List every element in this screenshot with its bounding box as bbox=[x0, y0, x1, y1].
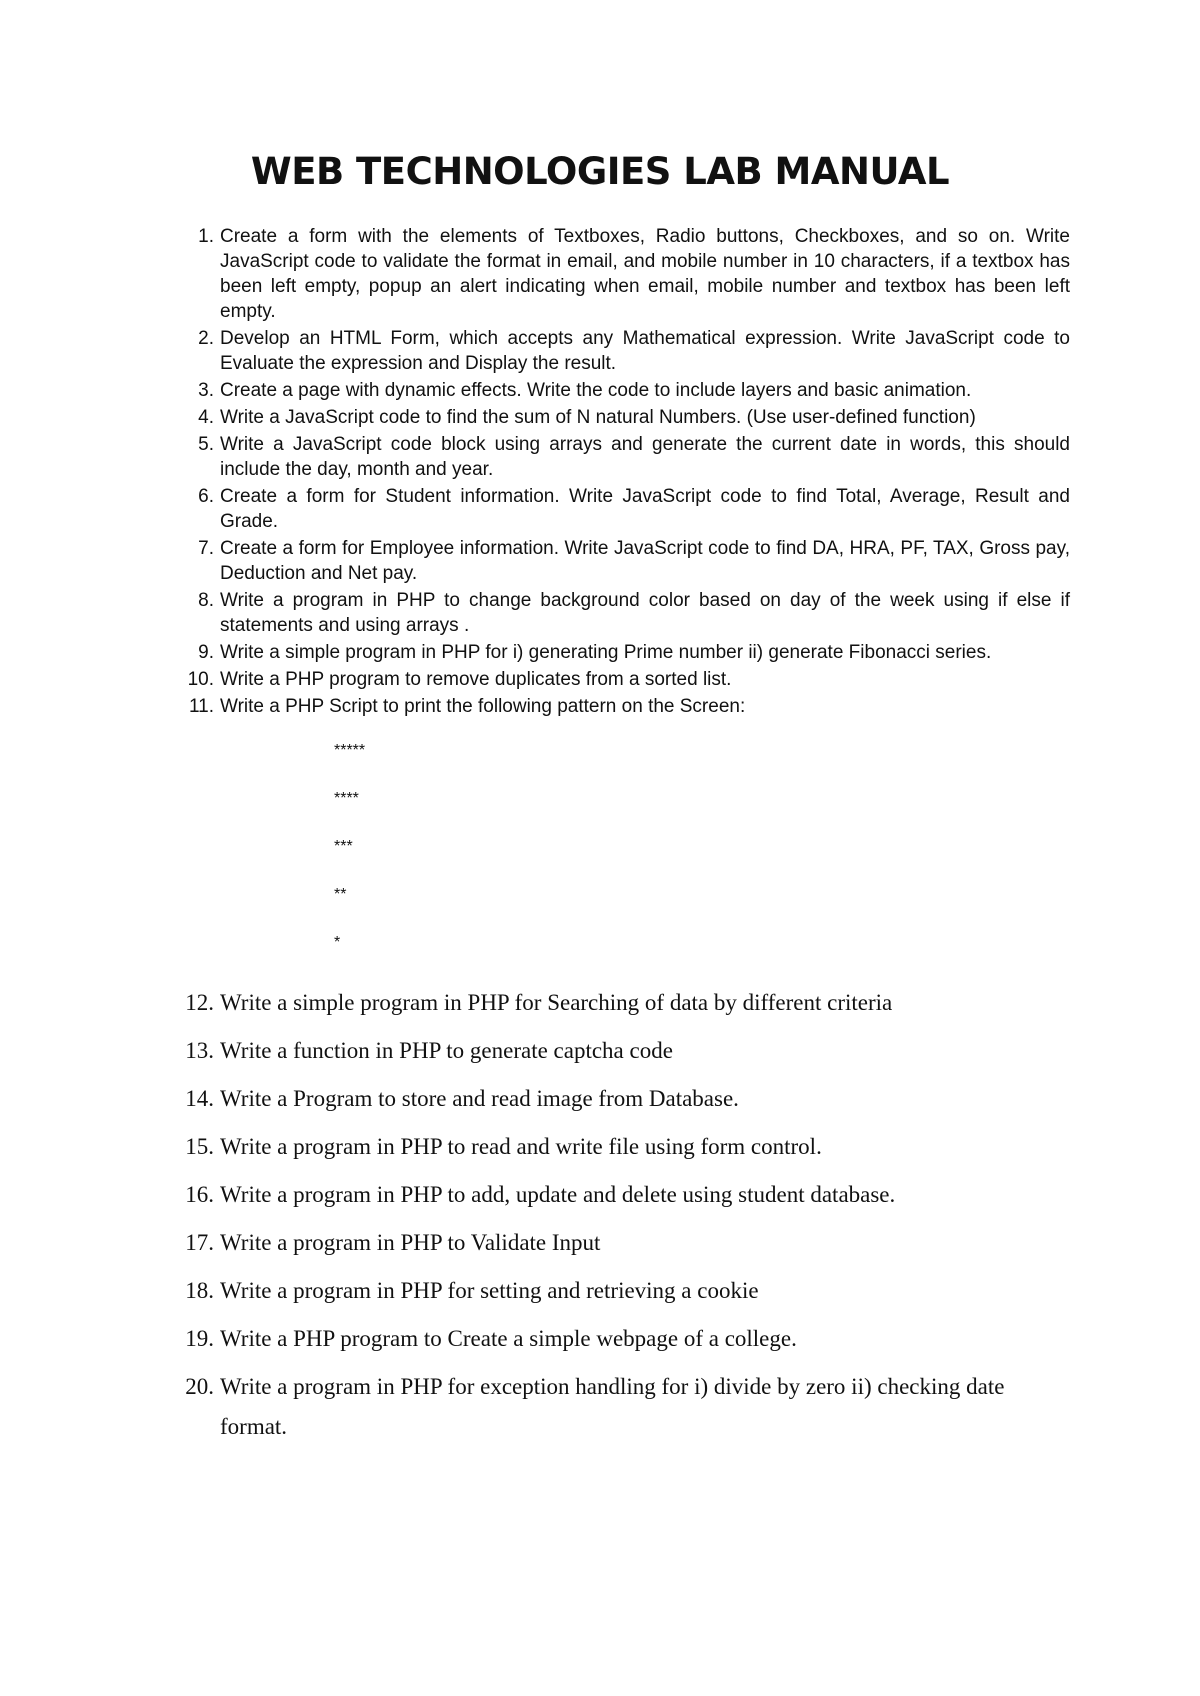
item-text: Write a program in PHP for exception handling for i) divide by zero ii) checking date format. bbox=[220, 1374, 1005, 1439]
star-pattern bbox=[334, 740, 365, 980]
item-number: 6. bbox=[198, 486, 214, 507]
list-item bbox=[174, 484, 1070, 534]
exercise-list-part2 bbox=[174, 983, 1070, 1447]
list-item bbox=[174, 536, 1070, 586]
pattern-row: ***** bbox=[334, 742, 366, 759]
item-text: Develop an HTML Form, which accepts any Mathematical expression. Write JavaScript code to Evaluate the expression and Display the result. bbox=[220, 328, 1070, 374]
item-number: 3. bbox=[198, 380, 214, 401]
item-number: 12. bbox=[185, 990, 214, 1015]
document-title: WEB TECHNOLOGIES LAB MANUAL bbox=[250, 150, 950, 193]
list-item bbox=[174, 1127, 1070, 1175]
item-text: Write a program in PHP to read and write file using form control. bbox=[220, 1134, 822, 1159]
item-text: Write a JavaScript code to find the sum of N natural Numbers. (Use user-defined function) bbox=[220, 407, 976, 428]
list-item bbox=[174, 1319, 1070, 1367]
item-text: Create a page with dynamic effects. Write the code to include layers and basic animation. bbox=[220, 380, 972, 401]
list-item bbox=[174, 667, 1070, 692]
item-text: Write a program in PHP to change background color based on day of the week using if else if statements and using arrays . bbox=[220, 590, 1070, 636]
pattern-row: * bbox=[334, 934, 341, 951]
list-item bbox=[174, 1271, 1070, 1319]
list-item bbox=[174, 640, 1070, 665]
item-text: Write a Program to store and read image from Database. bbox=[220, 1086, 739, 1111]
item-number: 8. bbox=[198, 590, 214, 611]
item-text: Create a form for Student information. Write JavaScript code to find Total, Average, Result and Grade. bbox=[220, 486, 1070, 532]
item-text: Create a form for Employee information. Write JavaScript code to find DA, HRA, PF, TAX, Gross pay, Deduction and Net pay. bbox=[220, 538, 1070, 584]
item-text: Write a JavaScript code block using arrays and generate the current date in words, this should include the day, month and year. bbox=[220, 434, 1070, 480]
list-item bbox=[174, 432, 1070, 482]
item-number: 4. bbox=[198, 407, 214, 428]
item-text: Create a form with the elements of Textboxes, Radio buttons, Checkboxes, and so on. Write JavaScript code to validate the format in email, and mobile number in 10 characters, if a textbox has been left empty, popup an alert indicating when email, mobile number and textbox has been left empty. bbox=[220, 226, 1070, 322]
list-item bbox=[174, 326, 1070, 376]
list-item bbox=[174, 983, 1070, 1031]
pattern-row: ** bbox=[334, 886, 347, 903]
list-item bbox=[174, 1223, 1070, 1271]
item-number: 18. bbox=[185, 1278, 214, 1303]
list-item bbox=[174, 378, 1070, 403]
item-text: Write a simple program in PHP for i) generating Prime number ii) generate Fibonacci series. bbox=[220, 642, 992, 663]
item-number: 13. bbox=[185, 1038, 214, 1063]
item-number: 14. bbox=[185, 1086, 214, 1111]
item-text: Write a function in PHP to generate captcha code bbox=[220, 1038, 673, 1063]
item-number: 16. bbox=[185, 1182, 214, 1207]
list-item bbox=[174, 1175, 1070, 1223]
item-number: 1. bbox=[198, 226, 214, 247]
exercise-list-part1 bbox=[174, 224, 1070, 721]
item-number: 9. bbox=[198, 642, 214, 663]
item-text: Write a PHP program to remove duplicates from a sorted list. bbox=[220, 669, 732, 690]
item-text: Write a PHP Script to print the following pattern on the Screen: bbox=[220, 696, 746, 717]
item-text: Write a program in PHP to Validate Input bbox=[220, 1230, 601, 1255]
item-number: 10. bbox=[187, 669, 214, 690]
list-item bbox=[174, 405, 1070, 430]
item-number: 2. bbox=[198, 328, 214, 349]
pattern-row: *** bbox=[334, 838, 353, 855]
list-item bbox=[174, 694, 1070, 719]
item-text: Write a program in PHP to add, update and delete using student database. bbox=[220, 1182, 896, 1207]
item-text: Write a program in PHP for setting and retrieving a cookie bbox=[220, 1278, 759, 1303]
list-item bbox=[174, 224, 1070, 324]
pattern-row: **** bbox=[334, 790, 359, 807]
list-item bbox=[174, 1079, 1070, 1127]
item-number: 19. bbox=[185, 1326, 214, 1351]
list-item bbox=[174, 1031, 1070, 1079]
item-number: 5. bbox=[198, 434, 214, 455]
item-number: 15. bbox=[185, 1134, 214, 1159]
item-text: Write a PHP program to Create a simple webpage of a college. bbox=[220, 1326, 797, 1351]
list-item bbox=[174, 1367, 1070, 1447]
item-number: 17. bbox=[185, 1230, 214, 1255]
item-text: Write a simple program in PHP for Searching of data by different criteria bbox=[220, 990, 893, 1015]
item-number: 7. bbox=[198, 538, 214, 559]
list-item bbox=[174, 588, 1070, 638]
item-number: 20. bbox=[185, 1374, 214, 1399]
item-number: 11. bbox=[188, 696, 214, 717]
